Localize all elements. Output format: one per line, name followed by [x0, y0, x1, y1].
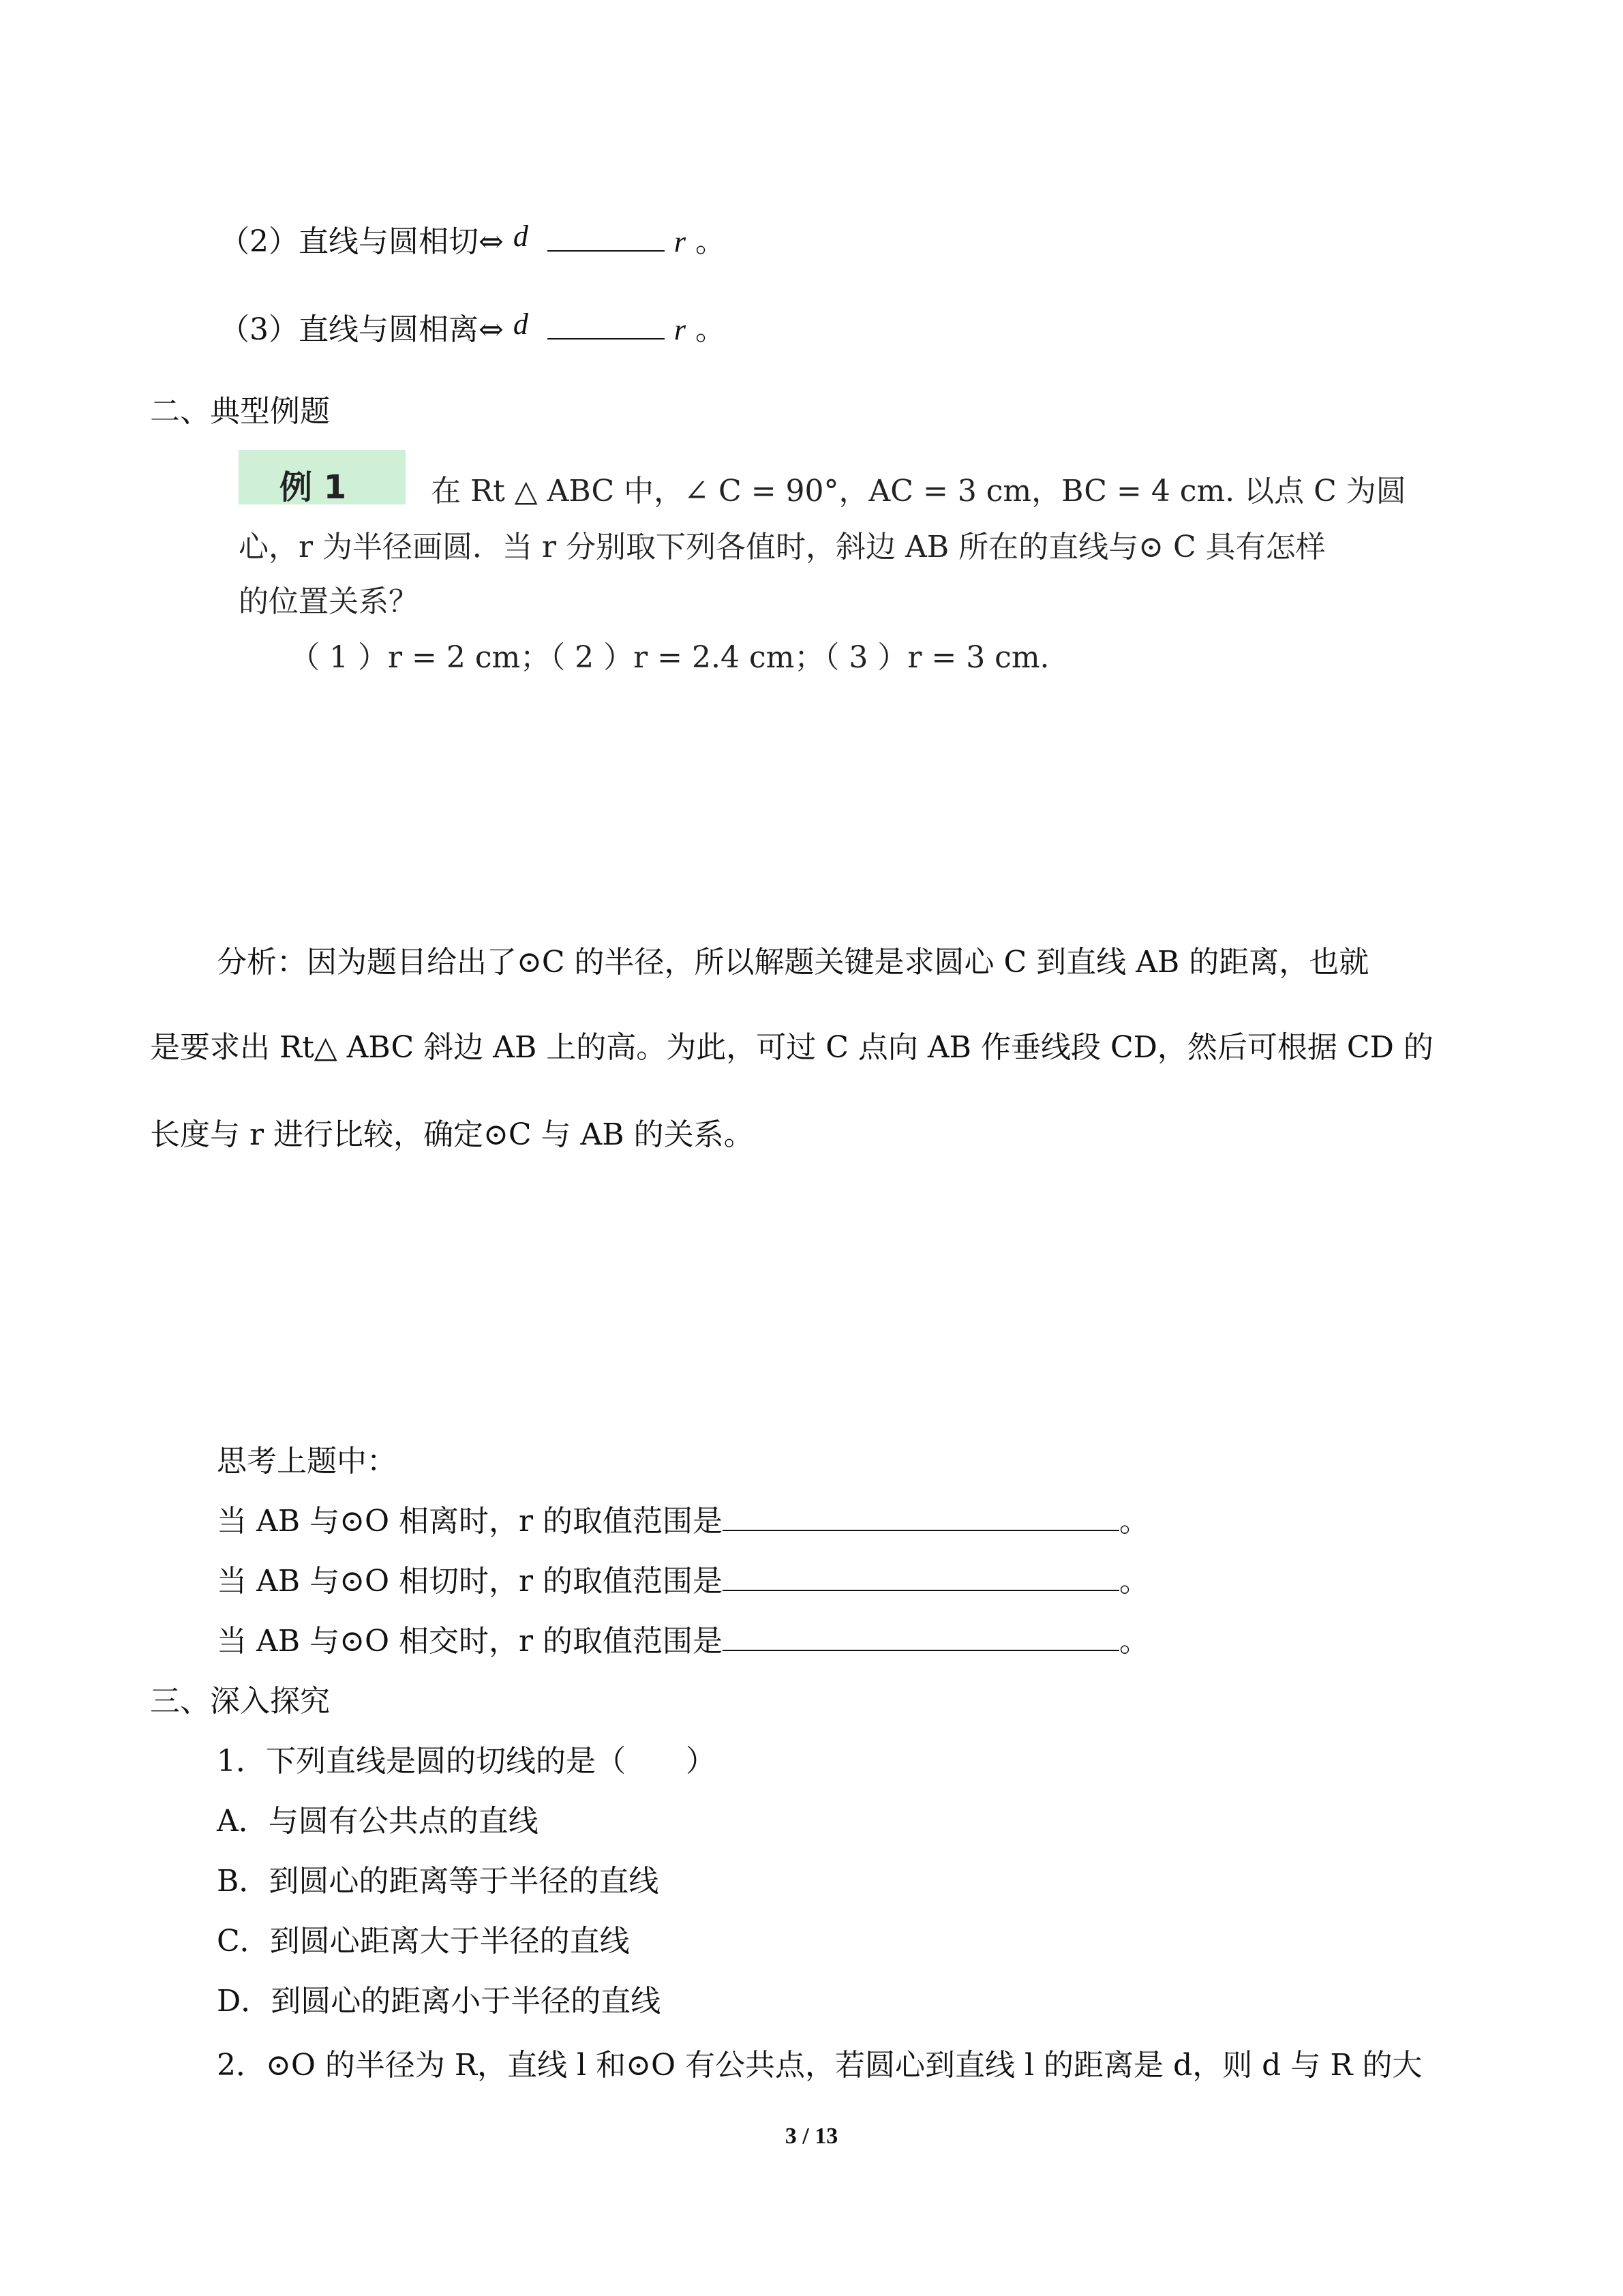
variable-d: d [513, 220, 528, 253]
variable-r: r [673, 313, 686, 346]
section-heading-examples: 二、典型例题 [150, 394, 330, 429]
think-question-3 [217, 1624, 1150, 1659]
question-2: 2．⊙O 的半径为 R，直线 l 和⊙O 有公共点，若圆心到直线 l 的距离是 d，则 d 与 R 的大 [217, 2048, 1423, 2083]
question-suffix: 。 [1119, 1504, 1150, 1539]
item-suffix: 。 [695, 312, 725, 347]
answer-blank[interactable] [723, 1530, 1119, 1531]
fill-in-item-3 [219, 307, 725, 347]
think-title: 思考上题中： [217, 1444, 397, 1479]
variable-d: d [513, 307, 528, 341]
answer-blank[interactable] [547, 250, 665, 252]
example-line-3: 的位置关系？ [239, 584, 419, 619]
analysis-line-1: 分析：因为题目给出了⊙C 的半径，所以解题关键是求圆心 C 到直线 AB 的距离，也就 [217, 945, 1369, 980]
think-question-1 [217, 1504, 1150, 1539]
item-suffix: 。 [695, 224, 725, 259]
option-c: C．到圆心距离大于半径的直线 [217, 1924, 630, 1959]
analysis-line-3: 长度与 r 进行比较，确定⊙C 与 AB 的关系。 [150, 1117, 754, 1152]
question-1: 1．下列直线是圆的切线的是（ ） [217, 1744, 716, 1779]
item-text: （3）直线与圆相离⇔ [219, 312, 504, 347]
analysis-line-2: 是要求出 Rt△ ABC 斜边 AB 上的高。为此，可过 C 点向 AB 作垂线段 CD，然后可根据 CD 的 [150, 1030, 1434, 1065]
think-question-2 [217, 1564, 1150, 1599]
item-text: （2）直线与圆相切⇔ [219, 224, 504, 259]
example-line-2: 心，r 为半径画圆．当 r 分别取下列各值时，斜边 AB 所在的直线与⊙ C 具有怎样 [239, 530, 1326, 564]
page-number: 3 / 13 [785, 2124, 838, 2149]
answer-blank[interactable] [547, 338, 665, 339]
section-heading-explore: 三、深入探究 [150, 1684, 330, 1719]
question-suffix: 。 [1119, 1624, 1150, 1659]
option-b: B．到圆心的距离等于半径的直线 [217, 1864, 659, 1899]
answer-blank[interactable] [723, 1590, 1119, 1591]
answer-blank[interactable] [723, 1650, 1119, 1651]
example-line-4: （ 1 ）r = 2 cm；（ 2 ）r = 2.4 cm；（ 3 ）r = 3 cm. [290, 640, 1050, 675]
option-a: A．与圆有公共点的直线 [217, 1804, 539, 1839]
question-text: 当 AB 与⊙O 相离时，r 的取值范围是 [217, 1504, 723, 1539]
question-suffix: 。 [1119, 1564, 1150, 1599]
option-d: D．到圆心的距离小于半径的直线 [217, 1984, 661, 2019]
question-text: 当 AB 与⊙O 相交时，r 的取值范围是 [217, 1624, 723, 1659]
example-line-1: 在 Rt △ ABC 中，∠ C = 90°，AC = 3 cm，BC = 4 cm. 以点 C 为圆 [431, 474, 1406, 509]
variable-r: r [673, 225, 686, 258]
question-text: 当 AB 与⊙O 相切时，r 的取值范围是 [217, 1564, 723, 1599]
example-label: 例 1 [279, 468, 347, 507]
fill-in-item-2 [219, 220, 725, 259]
